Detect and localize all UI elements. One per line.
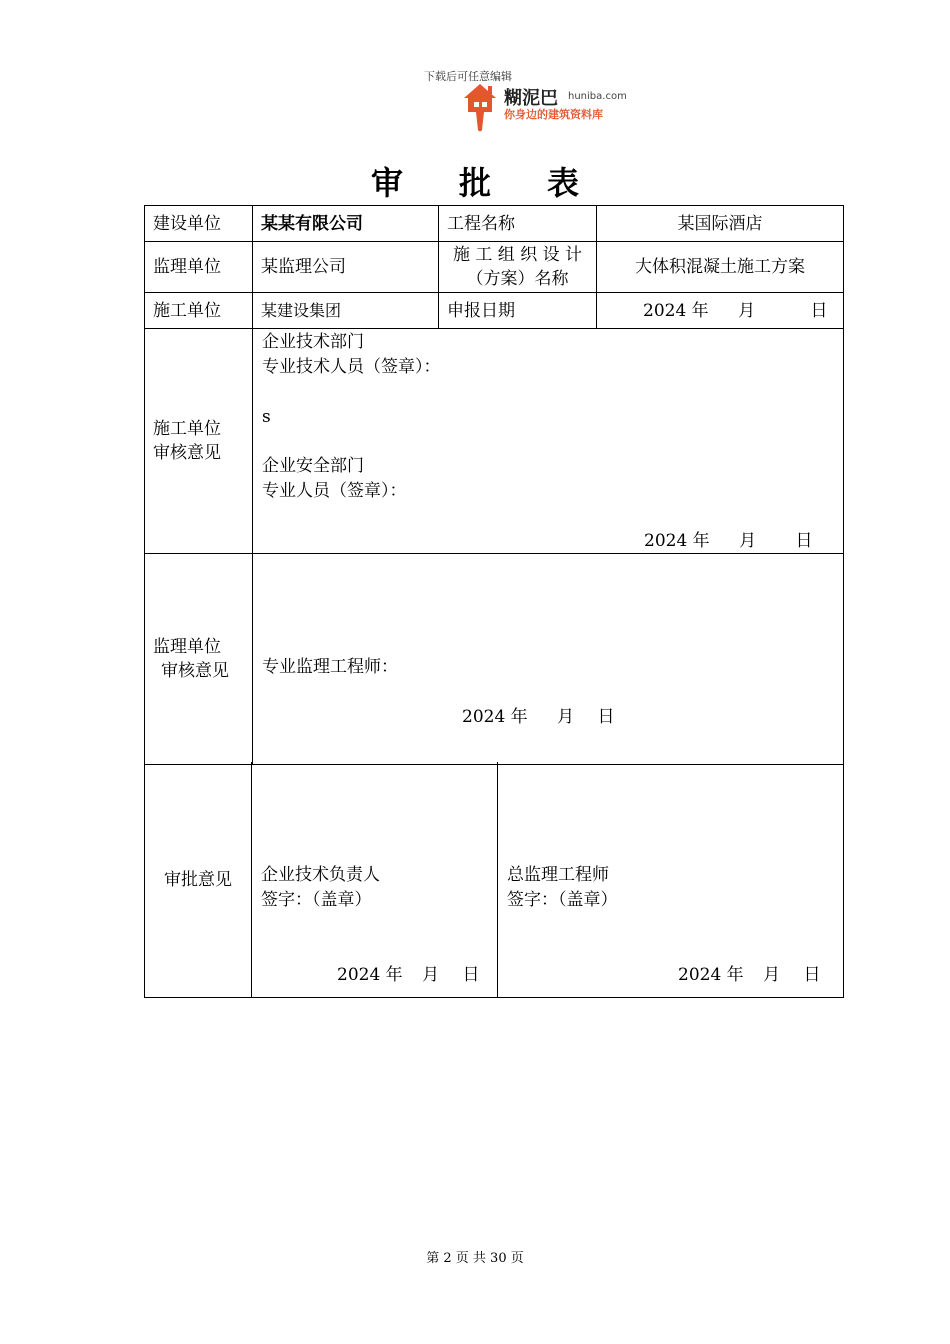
date-day: 日	[462, 965, 480, 985]
date-month: 月	[763, 965, 781, 985]
date-year: 2024 年	[678, 965, 744, 985]
report-date-label: 申报日期	[439, 293, 597, 329]
report-date-day: 日	[810, 300, 828, 321]
plan-name-label	[439, 242, 597, 293]
construction-unit-label: 建设单位	[145, 206, 253, 242]
contractor-value: 某建设集团	[253, 293, 439, 329]
supervision-review-date	[462, 705, 614, 729]
date-day: 日	[795, 531, 813, 551]
date-month: 月	[557, 707, 575, 727]
logo-slogan: 你身边的建筑资料库	[504, 108, 603, 121]
project-name-value: 某国际酒店	[597, 206, 844, 242]
safety-dept: 企业安全部门	[262, 456, 364, 476]
plan-name-label-line1: 施 工 组 织 设 计	[452, 245, 583, 265]
date-year: 2024 年	[462, 707, 528, 727]
tech-leader-signature: 签字：（盖章）	[261, 890, 372, 910]
project-name-label: 工程名称	[439, 206, 597, 242]
approval-right-content	[498, 762, 844, 998]
chief-engineer-signature: 签字：（盖章）	[507, 890, 618, 910]
approval-label: 审批意见	[145, 762, 252, 998]
tech-staff-signature: 专业技术人员（签章）：	[262, 357, 441, 377]
tech-leader-title: 企业技术负责人	[261, 865, 380, 885]
report-date-year: 2024 年	[643, 300, 709, 321]
house-brush-icon	[460, 78, 500, 134]
supervision-review-label-line2: 审核意见	[161, 661, 229, 681]
download-note: 下载后可任意编辑	[424, 70, 512, 83]
table-row	[145, 242, 844, 293]
contractor-label: 施工单位	[145, 293, 253, 329]
plan-name-label-line2: （方案）名称	[466, 269, 569, 289]
contractor-review-label	[145, 329, 253, 554]
tech-dept: 企业技术部门	[262, 332, 364, 352]
approval-form-table	[144, 205, 844, 765]
supervision-unit-label: 监理单位	[145, 242, 253, 293]
table-row	[145, 206, 844, 242]
review-mark: s	[262, 407, 271, 427]
safety-staff-signature: 专业人员（签章）：	[262, 481, 407, 501]
date-month: 月	[739, 531, 757, 551]
date-day: 日	[597, 707, 615, 727]
approval-right-date	[678, 963, 820, 987]
report-date-value	[597, 293, 844, 329]
report-date-month: 月	[738, 300, 756, 321]
date-year: 2024 年	[337, 965, 403, 985]
approval-left-date	[337, 963, 479, 987]
logo-title: 糊泥巴	[504, 88, 558, 109]
approval-section-table	[144, 762, 844, 998]
chief-engineer-title: 总监理工程师	[507, 865, 609, 885]
supervision-review-content	[253, 554, 844, 765]
table-row	[145, 554, 844, 765]
supervision-engineer-signature: 专业监理工程师：	[262, 657, 398, 677]
date-day: 日	[803, 965, 821, 985]
plan-name-value: 大体积混凝土施工方案	[597, 242, 844, 293]
contractor-review-date	[644, 529, 812, 553]
title-char-2: 批	[458, 164, 547, 202]
title-char-3: 表	[547, 164, 636, 202]
construction-unit-value: 某某有限公司	[253, 206, 439, 242]
contractor-review-label-line1: 施工单位	[153, 419, 221, 439]
supervision-review-label-line1: 监理单位	[153, 637, 221, 657]
date-year: 2024 年	[644, 531, 710, 551]
approval-left-content	[252, 762, 498, 998]
table-row	[145, 329, 844, 554]
document-title	[0, 158, 950, 204]
logo-domain: huniba.com	[568, 91, 627, 102]
table-row	[145, 293, 844, 329]
supervision-unit-value: 某监理公司	[253, 242, 439, 293]
page-footer: 第 2 页 共 30 页	[426, 1251, 524, 1266]
date-month: 月	[422, 965, 440, 985]
contractor-review-label-line2: 审核意见	[153, 443, 221, 463]
table-row	[145, 762, 844, 998]
huniba-logo	[460, 78, 640, 134]
title-char-1: 审	[370, 164, 459, 202]
supervision-review-label	[145, 554, 253, 765]
contractor-review-content	[253, 329, 844, 554]
